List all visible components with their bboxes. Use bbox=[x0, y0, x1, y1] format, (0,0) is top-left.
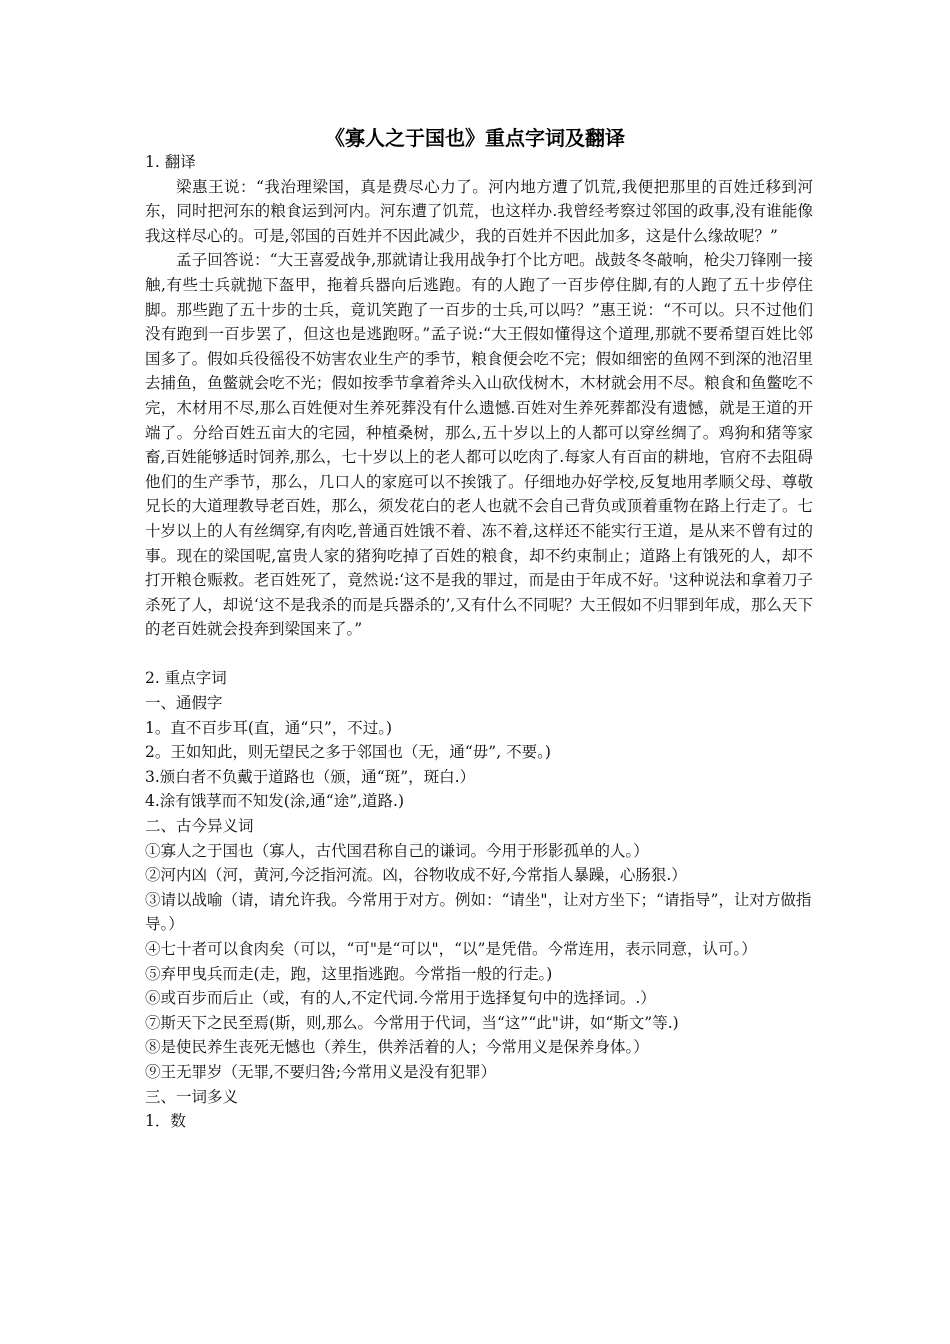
document-title: 《寡人之于国也》重点字词及翻译 bbox=[325, 126, 625, 150]
subheading-tongjiazi: 一、通假字 bbox=[145, 694, 223, 713]
gujin-item: ④七十者可以食肉矣（可以，“可"是“可以"，“以”是凭借。今常连用，表示同意，认可。） bbox=[145, 940, 757, 958]
tongjiazi-item: 3.颁白者不负戴于道路也（颁，通“斑”，斑白.） bbox=[145, 767, 476, 786]
gujin-item: ⑥或百步而后止（或，有的人,不定代词.今常用于选择复句中的选择词。.） bbox=[145, 989, 656, 1008]
tongjiazi-item: 2。王如知此，则无望民之多于邻国也（无，通“毋”, 不要。) bbox=[145, 743, 551, 762]
paragraph-gap bbox=[145, 642, 813, 667]
gujin-item: ⑤弃甲曳兵而走(走，跑，这里指逃跑。今常指一般的行走。) bbox=[145, 964, 553, 983]
section-heading-translation: 1. 翻译 bbox=[145, 153, 196, 171]
tongjiazi-item: 1。直不百步耳(直，通“只”，不过。) bbox=[145, 718, 393, 737]
gujin-item: ①寡人之于国也（寡人，古代国君称自己的谦词。今用于形影孤单的人。） bbox=[145, 841, 649, 860]
tongjiazi-item: 4.涂有饿莩而不知发(涂,通“途”,道路.) bbox=[145, 792, 405, 811]
gujin-item: ②河内凶（河，黄河,今泛指河流。凶，谷物收成不好,今常指人暴躁，心肠狠.） bbox=[145, 866, 687, 885]
gujin-item: ⑧是使民养生丧死无憾也（养生，供养活着的人；今常用义是保养身体。） bbox=[145, 1038, 649, 1057]
translation-paragraph-1: 梁惠王说：“我治理梁国，真是费尽心力了。河内地方遭了饥荒,我便把那里的百姓迁移到河东，同时把河东的粮食运到河内。河东遭了饥荒，也这样办.我曾经考察过邻国的政事,没有谁能像我这样尽心的。可是,邻国的百姓并不因此减少，我的百姓并不因此加多，这是什么缘故呢？” bbox=[145, 177, 813, 245]
section-heading-key-words: 2. 重点字词 bbox=[145, 669, 227, 688]
translation-paragraph-2: 孟子回答说：“大王喜爱战争,那就请让我用战争打个比方吧。战鼓冬冬敲响，枪尖刀锋刚一接触,有些士兵就抛下盔甲，拖着兵器向后逃跑。有的人跑了一百步停住脚,有的人跑了五十步停住脚。那些跑了五十步的士兵，竟讥笑跑了一百步的士兵,可以吗？”惠王说：“不可以。只不过他们没有跑到一百步罢了，但这也是逃跑呀。”孟子说:“大王假如懂得这个道理,那就不要希望百姓比邻国多了。假如兵役徭役不妨害农业生产的季节，粮食便会吃不完；假如细密的鱼网不到深的池沼里去捕鱼，鱼鳖就会吃不光；假如按季节拿着斧头入山砍伐树木，木材就会用不尽。粮食和鱼鳖吃不完，木材用不尽,那么百姓便对生养死葬没有什么遗憾.百姓对生养死葬都没有遗憾，就是王道的开端了。分给百姓五亩大的宅园，种植桑树，那么,五十岁以上的人都可以穿丝绸了。鸡狗和猪等家畜,百姓能够适时饲养,那么，七十岁以上的老人都可以吃肉了.每家人有百亩的耕地，官府不去阻碍他们的生产季节，那么，几口人的家庭可以不挨饿了。仔细地办好学校,反复地用孝顺父母、尊敬兄长的大道理教导老百姓，那么，须发花白的老人也就不会自己背负或顶着重物在路上行走了。七十岁以上的人有丝绸穿,有肉吃,普通百姓饿不着、冻不着,这样还不能实行王道，是从来不曾有过的事。现在的梁国呢,富贵人家的猪狗吃掉了百姓的粮食，却不约束制止；道路上有饿死的人，却不打开粮仓赈救。老百姓死了，竟然说:‘这不是我的罪过，而是由于年成不好。'这种说法和拿着刀子杀死了人，却说‘这不是我杀的而是兵器杀的’,又有什么不同呢？大王假如不归罪到年成，那么天下的老百姓就会投奔到梁国来了。” bbox=[145, 251, 813, 639]
yici-item: 1．数 bbox=[145, 1112, 186, 1131]
document-body bbox=[145, 150, 813, 1134]
gujin-item: ⑦斯天下之民至焉(斯，则,那么。今常用于代词，当“这”“此"讲，如“斯文”等.) bbox=[145, 1013, 679, 1032]
gujin-item: ③请以战喻（请，请允许我。今常用于对方。例如：“请坐"，让对方坐下；“请指导”，让对方做指导。） bbox=[145, 890, 812, 934]
subheading-gujin-yiyi: 二、古今异义词 bbox=[145, 817, 254, 836]
subheading-yici-duoyi: 三、一词多义 bbox=[145, 1087, 239, 1106]
gujin-item: ⑨王无罪岁（无罪,不要归咎;今常用义是没有犯罪） bbox=[145, 1062, 497, 1081]
